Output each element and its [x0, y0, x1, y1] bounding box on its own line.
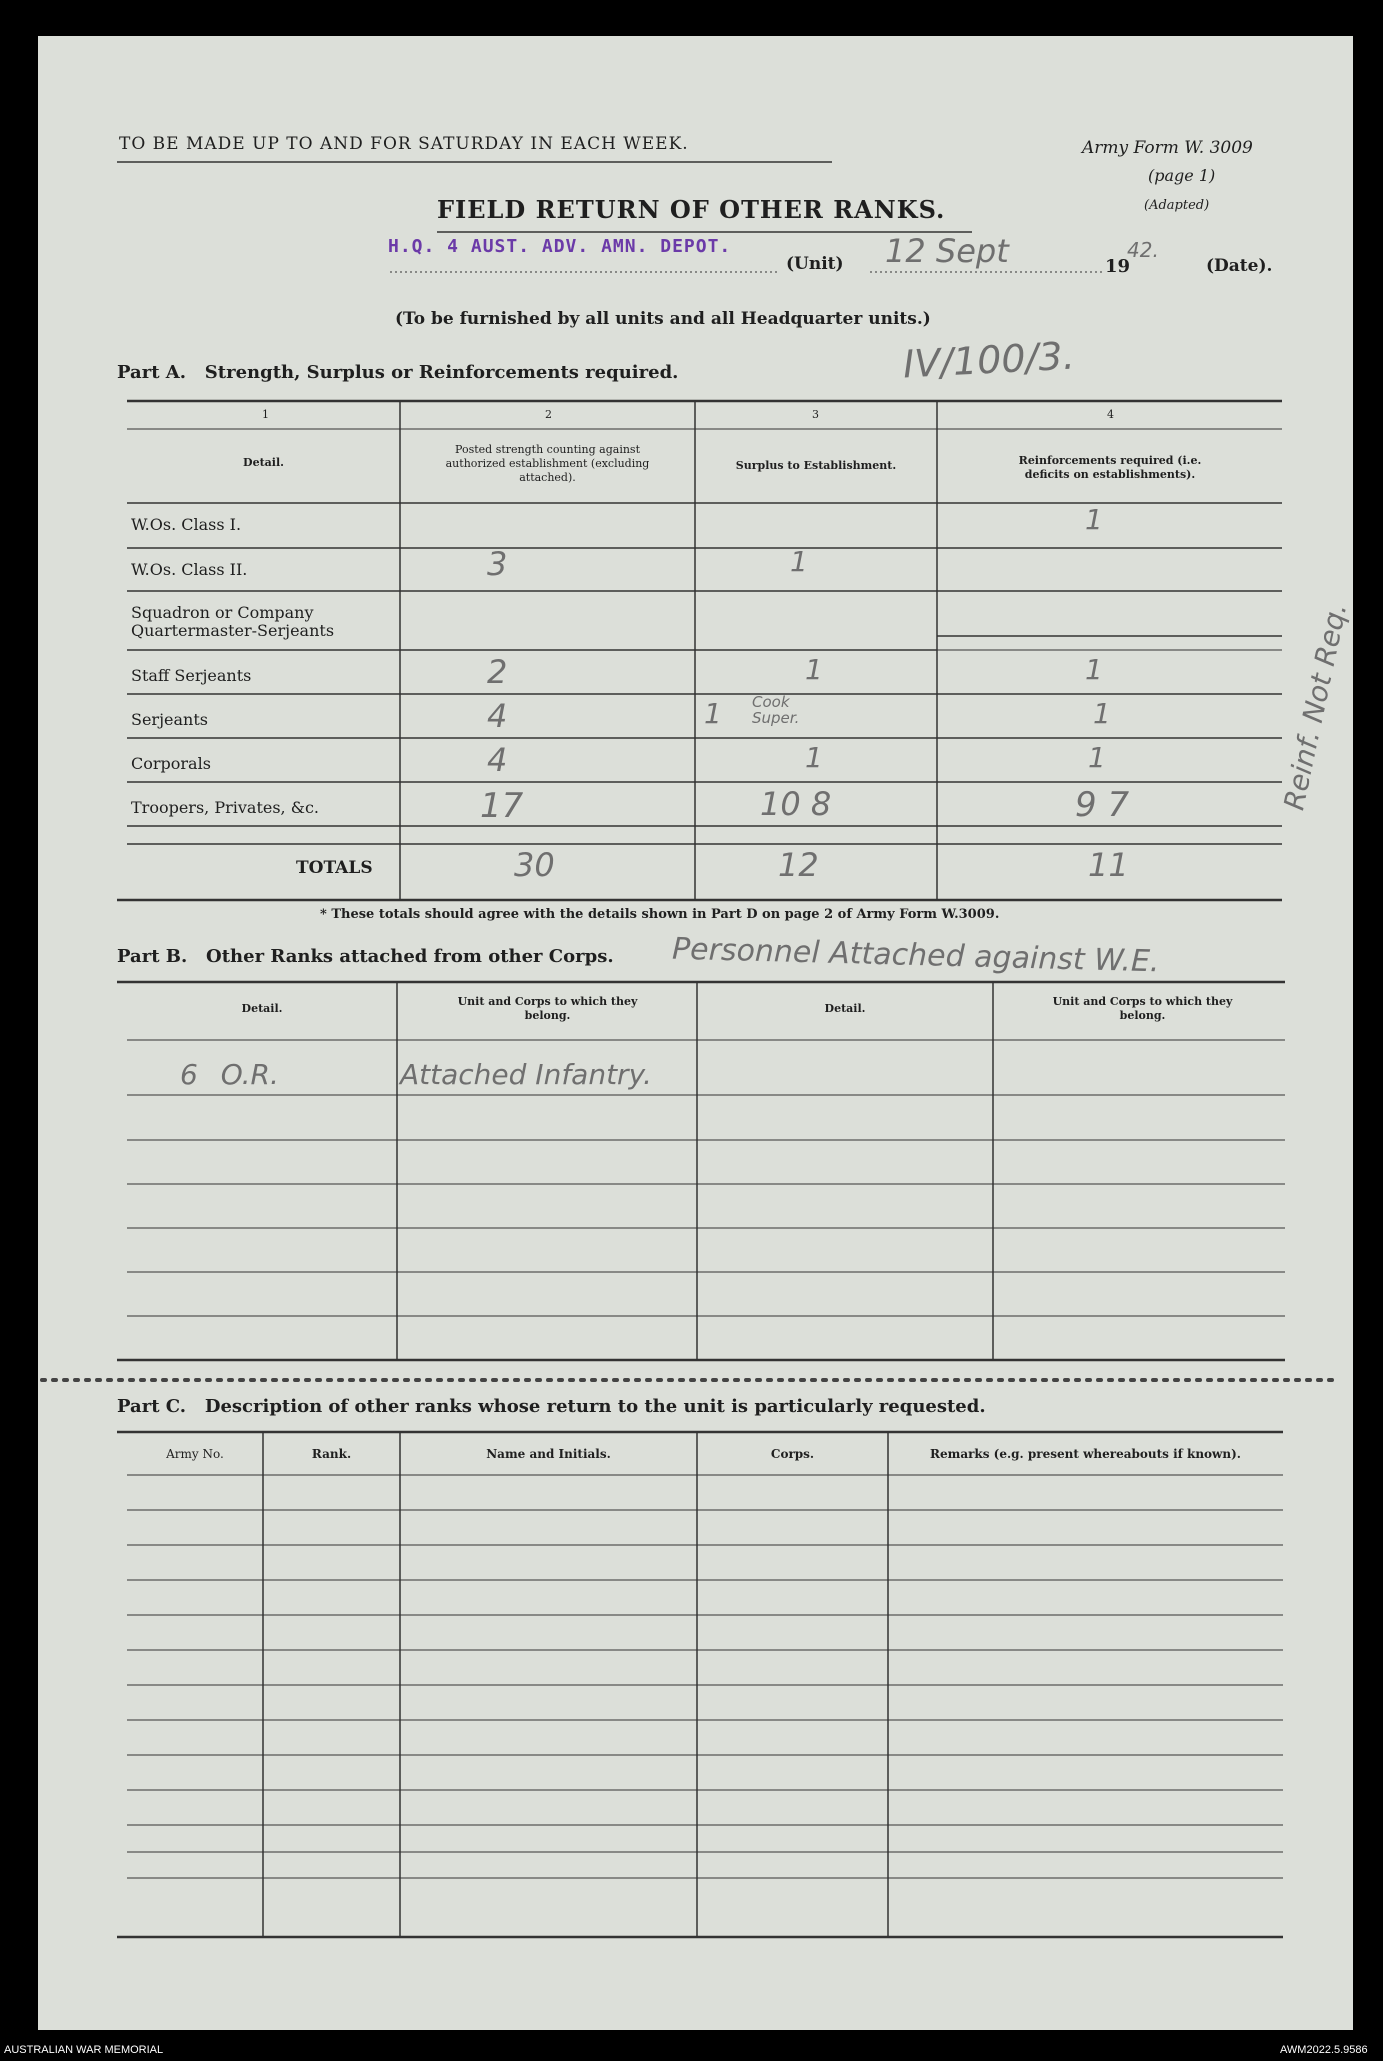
part-c-col-army-no: Army No. — [166, 1447, 224, 1461]
part-c-col-name: Name and Initials. — [486, 1447, 611, 1461]
surplus-privates: 10 8 — [760, 785, 832, 823]
col-number-2: 2 — [545, 408, 552, 421]
date-label: (Date). — [1206, 256, 1273, 276]
surplus-staff-serjeants: 1 — [805, 653, 823, 686]
part-b-entry-unit: Attached Infantry. — [400, 1058, 652, 1091]
part-b-entry-detail: 6 O.R. — [180, 1058, 279, 1091]
furnish-note: (To be furnished by all units and all Headquarter units.) — [395, 309, 931, 329]
instruction-line: TO BE MADE UP TO AND FOR SATURDAY IN EACH WEEK. — [119, 134, 689, 154]
part-b-handwritten-note: Personnel Attached against W.E. — [671, 931, 1160, 980]
posted-privates: 17 — [480, 786, 524, 826]
part-c-col-remarks: Remarks (e.g. present whereabouts if known). — [930, 1447, 1241, 1461]
reinf-wo1: 1 — [1085, 503, 1103, 536]
adapted-note: (Adapted) — [1144, 198, 1210, 213]
col-number-3: 3 — [812, 408, 819, 421]
surplus-serjeants: 1 — [704, 697, 722, 730]
form-title: FIELD RETURN OF OTHER RANKS. — [437, 195, 946, 224]
surplus-wo2: 1 — [790, 545, 808, 578]
row-label-cqms: Squadron or Company Quartermaster-Serjeants — [131, 603, 335, 640]
form-number: Army Form W. 3009 — [1082, 138, 1253, 158]
unit-label: (Unit) — [786, 254, 844, 274]
footer-credit: AUSTRALIAN WAR MEMORIAL — [4, 2044, 164, 2056]
row-label-serjeants: Serjeants — [131, 710, 208, 729]
page-number: (page 1) — [1148, 166, 1216, 185]
total-posted: 30 — [514, 846, 555, 884]
year-prefix: 19 — [1105, 256, 1131, 277]
row-label-wo2: W.Os. Class II. — [131, 560, 248, 579]
col-header-reinforcements: Reinforcements required (i.e. deficits on establishments). — [1018, 454, 1202, 481]
part-b-title: Part B. Other Ranks attached from other Corps. — [117, 946, 614, 967]
total-surplus: 12 — [778, 846, 819, 884]
surplus-corporals: 1 — [805, 741, 823, 774]
footer-accession: AWM2022.5.9586 — [1280, 2044, 1368, 2056]
col-header-detail: Detail. — [243, 456, 284, 469]
col-header-surplus: Surplus to Establishment. — [735, 459, 897, 472]
posted-corporals: 4 — [487, 741, 508, 779]
part-b-col-unit-2: Unit and Corps to which they belong. — [1052, 995, 1233, 1022]
part-a-footnote: * These totals should agree with the details shown in Part D on page 2 of Army Form W.3009. — [320, 907, 1000, 922]
reinf-corporals: 1 — [1088, 741, 1106, 774]
row-label-wo1: W.Os. Class I. — [131, 515, 242, 534]
reinf-serjeants: 1 — [1093, 697, 1111, 730]
total-reinf: 11 — [1088, 846, 1129, 884]
part-c-title: Part C. Description of other ranks whose return to the unit is particularly requested. — [117, 1396, 986, 1417]
part-c-col-rank: Rank. — [311, 1447, 352, 1461]
row-label-staff-serjeants: Staff Serjeants — [131, 666, 252, 685]
date-handwritten: 12 Sept — [885, 232, 1009, 270]
part-b-col-detail-1: Detail. — [241, 1002, 283, 1015]
posted-staff-serjeants: 2 — [487, 653, 508, 691]
part-c-col-corps: Corps. — [770, 1447, 815, 1461]
file-reference: IV/100/3. — [901, 333, 1076, 387]
row-label-corporals: Corporals — [131, 754, 211, 773]
totals-label: TOTALS — [296, 858, 373, 878]
row-label-privates: Troopers, Privates, &c. — [131, 798, 320, 817]
reinf-privates: 9 7 — [1075, 785, 1130, 825]
part-b-col-detail-2: Detail. — [824, 1002, 866, 1015]
side-note-reinf-not-req: Reinf. Not Req. — [1277, 600, 1354, 813]
unit-stamp: H.Q. 4 AUST. ADV. AMN. DEPOT. — [388, 236, 732, 257]
posted-serjeants: 4 — [487, 697, 508, 735]
serjeant-cook-note: Cook Super. — [752, 693, 800, 727]
posted-wo2: 3 — [487, 545, 508, 583]
year-handwritten: 42. — [1127, 238, 1159, 262]
reinf-staff-serjeants: 1 — [1085, 653, 1103, 686]
part-b-col-unit-1: Unit and Corps to which they belong. — [457, 995, 638, 1022]
part-a-title: Part A. Strength, Surplus or Reinforcements required. — [117, 362, 679, 383]
col-header-posted: Posted strength counting against authorized establishment (excluding attached). — [445, 443, 650, 484]
col-number-4: 4 — [1107, 408, 1114, 421]
col-number-1: 1 — [262, 408, 269, 421]
